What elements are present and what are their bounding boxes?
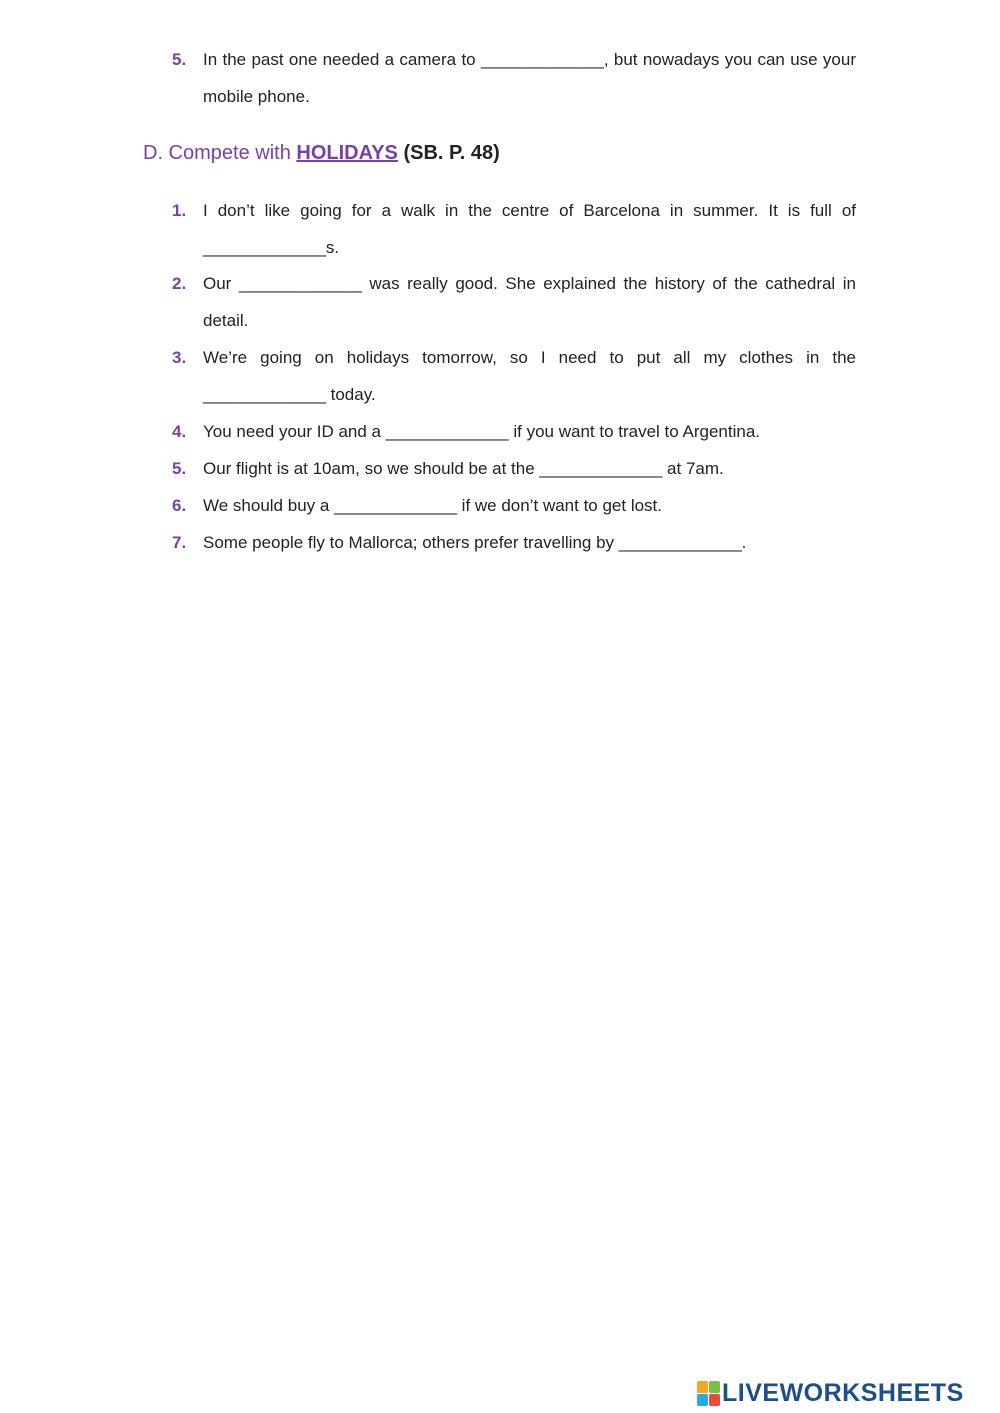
item-text: I don’t like going for a walk in the centre of Barcelona in summer. It is full of _____________s. <box>203 201 856 257</box>
item-text: Our _____________ was really good. She explained the history of the cathedral in detail. <box>203 274 856 330</box>
exercise-d-item-3 <box>172 339 856 413</box>
exercise-c-item-5 <box>172 41 856 115</box>
exercise-d-item-5 <box>172 450 856 487</box>
section-d-heading <box>143 136 500 170</box>
logo-square-3 <box>697 1394 708 1406</box>
item-text: Some people fly to Mallorca; others prefer travelling by _____________. <box>203 533 747 552</box>
exercise-d-item-4 <box>172 413 856 450</box>
item-number: 3. <box>172 348 187 367</box>
item-number: 4. <box>172 422 187 441</box>
item-text: In the past one needed a camera to _____________, but nowadays you can use your mobile phone. <box>203 50 856 106</box>
item-number: 6. <box>172 496 187 515</box>
exercise-d-item-2 <box>172 265 856 339</box>
section-d-reference: (SB. P. 48) <box>397 142 500 164</box>
liveworksheets-logo <box>697 1378 964 1408</box>
item-text: We’re going on holidays tomorrow, so I need to put all my clothes in the _____________ today. <box>203 348 856 404</box>
item-number: 5. <box>172 50 187 69</box>
section-d-keyword: HOLIDAYS <box>296 142 398 164</box>
item-text: Our flight is at 10am, so we should be at the _____________ at 7am. <box>203 459 724 478</box>
item-number: 5. <box>172 459 187 478</box>
liveworksheets-logo-icon <box>697 1381 719 1405</box>
logo-text: LIVEWORKSHEETS <box>722 1378 964 1407</box>
item-number: 2. <box>172 274 187 293</box>
exercise-d-item-6 <box>172 487 856 524</box>
section-d-title: D. Compete with <box>143 142 297 164</box>
logo-square-1 <box>697 1381 708 1393</box>
exercise-d-item-7 <box>172 524 856 561</box>
item-text: We should buy a _____________ if we don’t want to get lost. <box>203 496 663 515</box>
exercise-d-item-1 <box>172 192 856 266</box>
item-number: 7. <box>172 533 187 552</box>
item-text: You need your ID and a _____________ if you want to travel to Argentina. <box>203 422 761 441</box>
logo-square-2 <box>709 1381 720 1393</box>
item-number: 1. <box>172 201 187 220</box>
logo-square-4 <box>709 1394 720 1406</box>
